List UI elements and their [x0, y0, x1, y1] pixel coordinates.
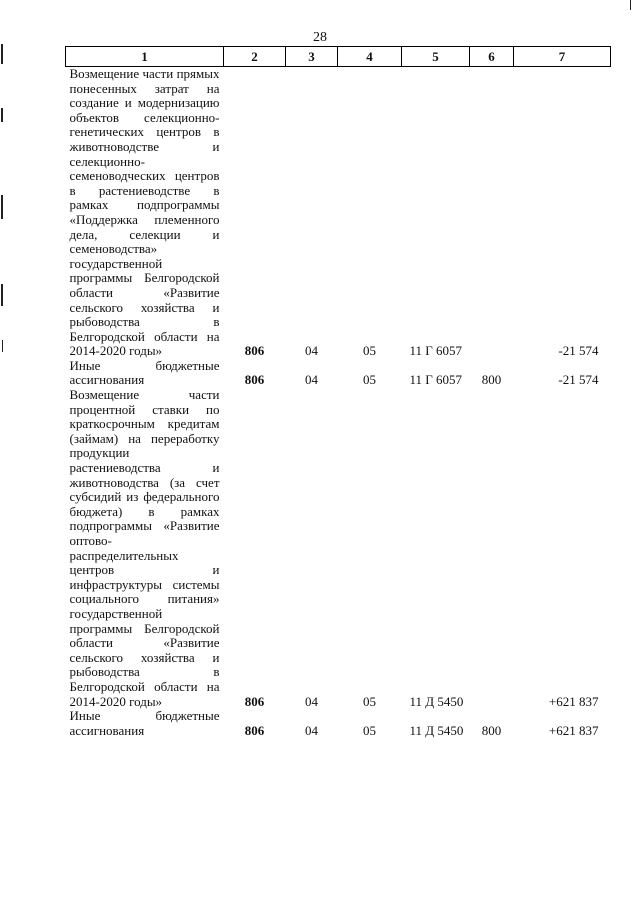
expense-type-code: [470, 388, 514, 709]
target-article-code: 11 Д 5450: [409, 722, 464, 738]
page-number: 28: [313, 30, 327, 45]
subsection-code: 05: [363, 343, 376, 359]
table-row: [66, 359, 611, 388]
section-code: 04: [305, 343, 318, 359]
scan-margin-mark: [1, 108, 3, 122]
column-header: 3: [286, 47, 338, 67]
amount: +621 837: [548, 693, 599, 709]
table-header-row: [66, 47, 611, 67]
amount: -21 574: [558, 372, 599, 388]
target-article-code: 11 Г 6057: [409, 372, 463, 388]
expense-type-code: 800: [481, 722, 502, 738]
subsection-code: 05: [363, 693, 376, 709]
section-code: 04: [305, 693, 318, 709]
grbs-code: 806: [244, 372, 265, 388]
amount: +621 837: [548, 722, 599, 738]
grbs-code: 806: [244, 693, 265, 709]
budget-table: [65, 46, 611, 738]
expense-type-code: 800: [481, 372, 502, 388]
column-header: 5: [402, 47, 470, 67]
expense-type-code: [470, 67, 514, 359]
subsection-code: 05: [363, 722, 376, 738]
scan-margin-mark: [2, 340, 3, 352]
grbs-code: 806: [244, 722, 265, 738]
amount: -21 574: [558, 343, 599, 359]
row-description: Возмещение части прямых понесенных затрат на создание и модернизацию объектов селекционно-генетических центров в животноводстве и селекционно-семеноводческих центров в растениеводстве в рамках подпрограммы «Поддержка племенного дела, селекции и семеноводства» государственной программы Белгородской области «Развитие сельского хозяйства и рыбоводства в Белгородской области на 2014-2020 годы»: [69, 66, 220, 359]
row-description: Возмещение части процентной ставки по краткосрочным кредитам (займам) на переработку продукции растениеводства и животноводства (за счет субсидий из федерального бюджета) в рамках подпрограммы «Развитие оптово-распределительных центров и инфраструктуры системы социального питания» государственной программы Белгородской области «Развитие сельского хозяйства и рыбоводства в Белгородской области на 2014-2020 годы»: [69, 387, 220, 709]
column-header: 2: [224, 47, 286, 67]
table-row: [66, 67, 611, 359]
section-code: 04: [305, 372, 318, 388]
column-header: 1: [66, 47, 224, 67]
target-article-code: 11 Г 6057: [409, 343, 463, 359]
column-header: 6: [470, 47, 514, 67]
scan-margin-mark: [1, 284, 3, 306]
section-code: 04: [305, 722, 318, 738]
table-row: [66, 388, 611, 709]
grbs-code: 806: [244, 343, 265, 359]
column-header: 7: [514, 47, 611, 67]
row-description: Иные бюджетные ассигнования: [69, 357, 220, 388]
subsection-code: 05: [363, 372, 376, 388]
target-article-code: 11 Д 5450: [409, 693, 464, 709]
scan-margin-mark: [1, 195, 3, 219]
table-row: [66, 709, 611, 738]
scan-margin-mark: [630, 0, 631, 10]
row-description: Иные бюджетные ассигнования: [69, 708, 220, 738]
column-header: 4: [338, 47, 402, 67]
scan-margin-mark: [1, 44, 3, 64]
